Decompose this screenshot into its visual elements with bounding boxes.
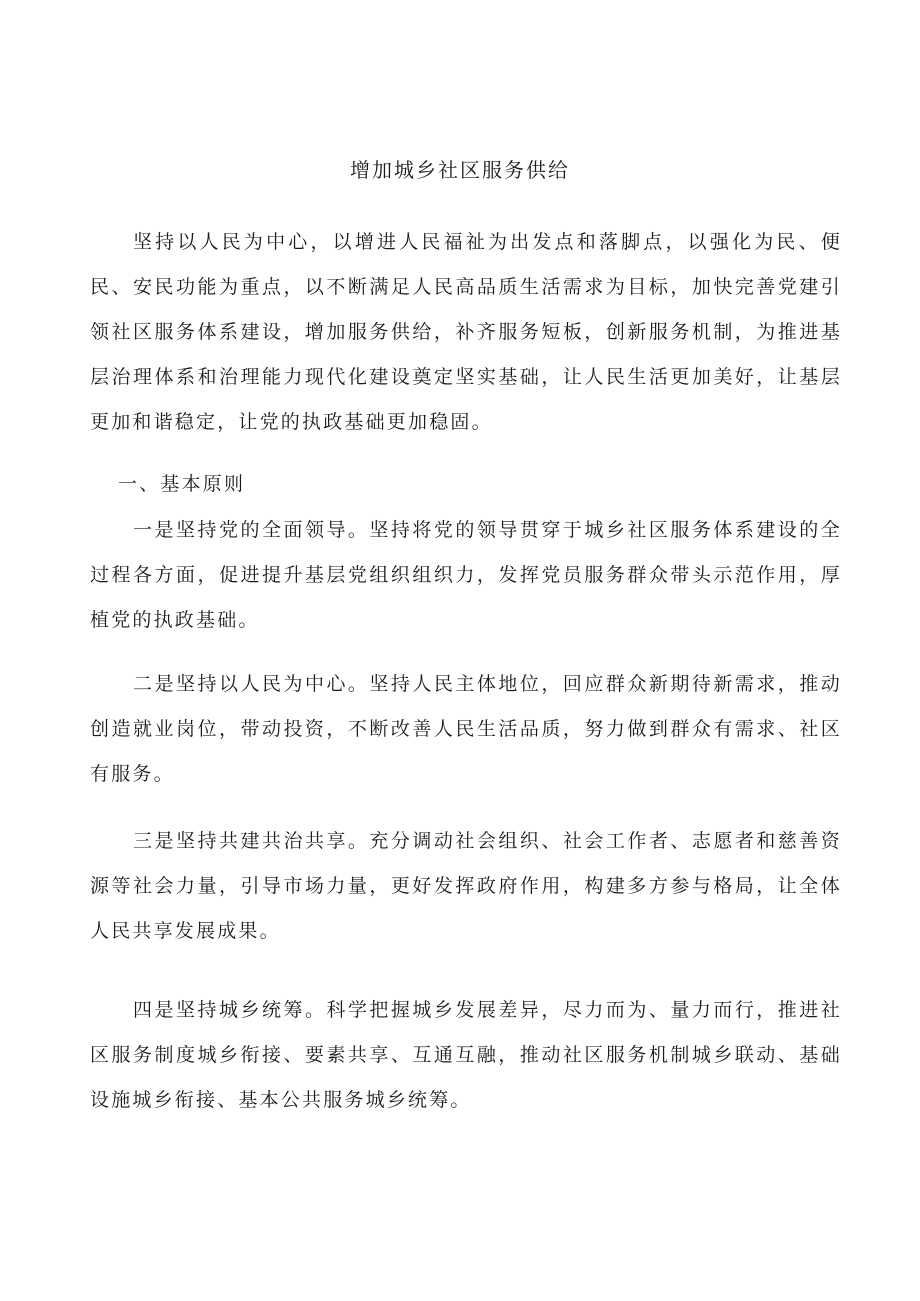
section-heading: 一、基本原则 xyxy=(118,473,246,495)
principle-paragraph-3: 三是坚持共建共治共享。充分调动社会组织、社会工作者、志愿者和慈善资源等社会力量，引导市场力量，更好发挥政府作用，构建多方参与格局，让全体人民共享发展成果。 xyxy=(90,830,842,942)
intro-paragraph: 坚持以人民为中心，以增进人民福祉为出发点和落脚点，以强化为民、便民、安民功能为重点，以不断满足人民高品质生活需求为目标，加快完善党建引领社区服务体系建设，增加服务供给，补齐服务短板，创新服务机制，为推进基层治理体系和治理能力现代化建设奠定坚实基础，让人民生活更加美好，让基层更加和谐稳定，让党的执政基础更加稳固。 xyxy=(90,231,842,433)
principle-paragraph-1: 一是坚持党的全面领导。坚持将党的领导贯穿于城乡社区服务体系建设的全过程各方面，促进提升基层党组织组织力，发挥党员服务群众带头示范作用，厚植党的执政基础。 xyxy=(90,519,842,631)
principle-paragraph-4: 四是坚持城乡统筹。科学把握城乡发展差异，尽力而为、量力而行，推进社区服务制度城乡衔接、要素共享、互通互融，推动社区服务机制城乡联动、基础设施城乡衔接、基本公共服务城乡统筹。 xyxy=(90,999,842,1111)
document-title: 增加城乡社区服务供给 xyxy=(350,158,570,182)
principle-paragraph-2: 二是坚持以人民为中心。坚持人民主体地位，回应群众新期待新需求，推动创造就业岗位，带动投资，不断改善人民生活品质，努力做到群众有需求、社区有服务。 xyxy=(90,673,842,785)
